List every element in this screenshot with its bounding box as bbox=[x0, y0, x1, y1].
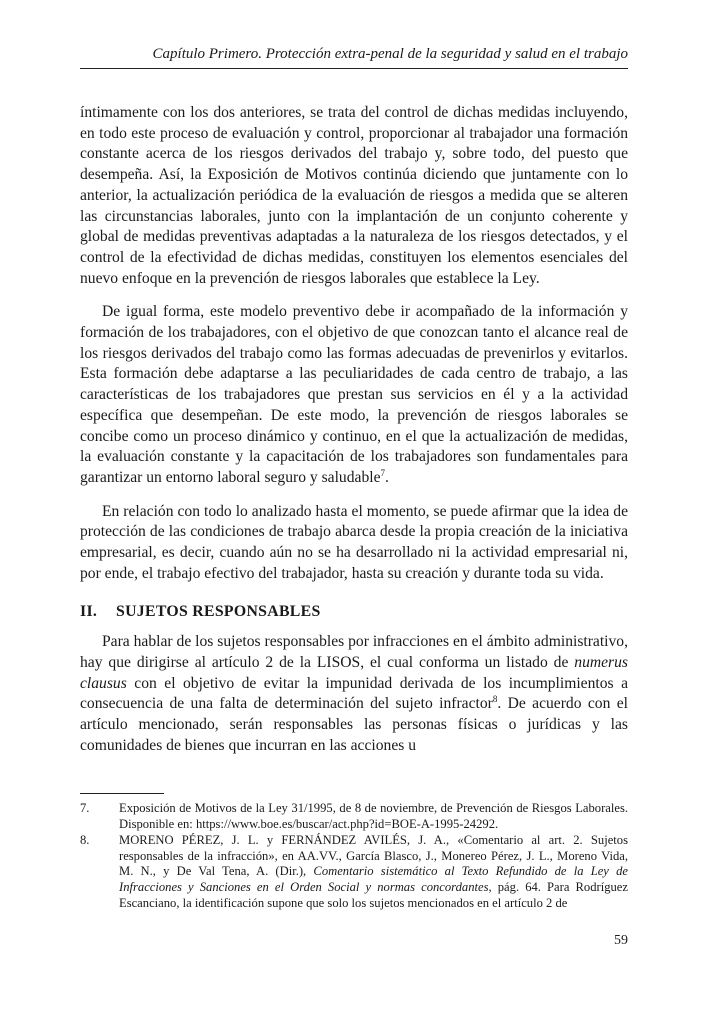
footnotes bbox=[80, 801, 628, 912]
paragraph-text: En relación con todo lo analizado hasta el momento, se puede afirmar que la idea de protección de las condiciones de trabajo abarca desde la propia creación de la iniciativa empresarial, es decir, cuando aún no se ha desarrollado ni la actividad empresarial ni, por ende, el trabajo efectivo del trabajador, hasta su creación y durante toda su vida. bbox=[80, 502, 628, 582]
latin-term: numerus clausus bbox=[80, 653, 628, 692]
paragraph-text: De igual forma, este modelo preventivo debe ir acompañado de la información y formación de los trabajadores, con el objetivo de que conozcan tanto el alcance real de los riesgos derivados del trabajo como las formas adecuadas de prevenirlos y evitarlos. Esta formación debe adaptarse a las peculiaridades de cada centro de trabajo, a las características de los trabajadores que prestan sus servicios en él y a la actividad específica que desempeñan. De este modo, la prevención de riesgos laborales se concibe como un proceso dinámico y continuo, en el que la actualización de medidas, la evaluación constante y la capacitación de los trabajadores son fundamentales para garantizar un entorno laboral seguro y saludable bbox=[80, 303, 628, 486]
page-number: 59 bbox=[614, 933, 628, 948]
footnote-separator bbox=[80, 793, 164, 794]
footnote-text bbox=[119, 833, 628, 911]
footnote-book-title: Comentario sistemático al Texto Refundido de la Ley de Infracciones y Sanciones en el Orden Social y normas concordantes bbox=[119, 864, 628, 894]
footnote-text: Exposición de Motivos de la Ley 31/1995, de 8 de noviembre, de Prevención de Riesgos Laborales. Disponible en: https://www.boe.es/buscar/act.php?id=BOE-A-1995-24292. bbox=[119, 801, 628, 831]
paragraph-text: con el objetivo de evitar la impunidad derivada de los incumplimientos a consecuencia de una falta de determinación del sujeto infractor bbox=[80, 674, 628, 713]
paragraph-2 bbox=[80, 302, 628, 488]
paragraph-text: Para hablar de los sujetos responsables por infracciones en el ámbito administrativo, hay que dirigirse al artículo 2 de la LISOS, el cual conforma un listado de bbox=[80, 633, 628, 671]
footnote-8 bbox=[80, 833, 628, 911]
footnote-text-part: , pág. 64. Para Rodríguez Escanciano, la identificación supone que solo los sujetos mencionados en el artículo 2 de bbox=[119, 879, 628, 910]
running-header bbox=[80, 44, 628, 69]
running-title: Capítulo Primero. Protección extra-penal de la seguridad y salud en el trabajo bbox=[152, 46, 628, 62]
paragraph-text: . De acuerdo con el artículo mencionado, serán responsables las personas físicas o jurídicas y las comunidades de bienes que incurran en las acciones u bbox=[80, 695, 628, 754]
footnote-ref-7[interactable]: 7 bbox=[380, 467, 385, 478]
paragraph-4 bbox=[80, 632, 628, 756]
section-title: SUJETOS RESPONSABLES bbox=[116, 603, 321, 621]
footnote-text-part: MORENO PÉREZ, J. L. y FERNÁNDEZ AVILÉS, J. A., «Comentario al art. 2. Sujetos responsables de la infracción», en AA.VV., García Blasco, J., Monereo Pérez, J. L., Moreno Vida, M. N., y De Val Tena, A. (Dir.), bbox=[119, 833, 628, 879]
footnote-number: 8. bbox=[80, 833, 90, 848]
footnote-7 bbox=[80, 801, 628, 832]
paragraph-3 bbox=[80, 502, 628, 585]
paragraph-1 bbox=[80, 103, 628, 289]
paragraph-end: . bbox=[385, 468, 389, 486]
footnote-ref-8[interactable]: 8 bbox=[492, 694, 498, 705]
main-text bbox=[80, 103, 628, 769]
section-heading bbox=[80, 602, 628, 623]
section-number: II. bbox=[80, 603, 98, 621]
footnote-number: 7. bbox=[80, 801, 90, 815]
paragraph-text: íntimamente con los dos anteriores, se trata del control de dichas medidas incluyendo, en todo este proceso de evaluación y control, proporcionar al trabajador una formación constante acerca de los riesgos derivados del trabajo y, sobre todo, del puesto que desempeña. Así, la Exposición de Motivos continúa diciendo que juntamente con lo anterior, la actualización periódica de la evaluación de riesgos a medida que se alteren las circunstancias laborales, junto con la implantación de un conjunto coherente y global de medidas preventivas adaptadas a la naturaleza de los riesgos detectados, y el control de la efectividad de dichas medidas, constituyen los elementos esenciales del nuevo enfoque en la prevención de riesgos laborales que establece la Ley. bbox=[80, 104, 628, 287]
